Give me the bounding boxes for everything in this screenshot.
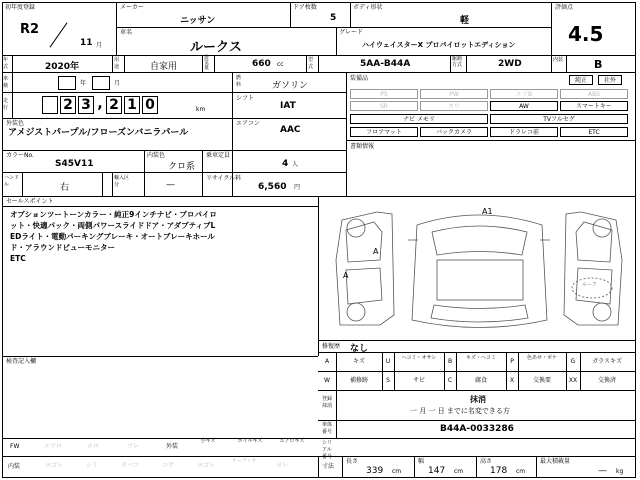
- shift-label: シフト: [236, 95, 255, 102]
- legend-desc: 交換済: [597, 377, 616, 384]
- equip-abs: ABS: [560, 89, 628, 99]
- import-value: —: [166, 180, 175, 190]
- inspection-year-unit: 年: [80, 80, 87, 87]
- equip-etc: ETC: [560, 127, 628, 137]
- sales-label: セールスポイント: [6, 198, 54, 205]
- damage-mark: A1: [482, 207, 493, 216]
- fuel-label: 燃料: [236, 75, 242, 88]
- legend-key: B: [447, 358, 453, 365]
- doors-value: 5: [330, 13, 337, 23]
- legend-key: S: [386, 377, 390, 384]
- chassis-value: B44A-0033286: [440, 424, 514, 434]
- model-label: 型式: [308, 57, 314, 70]
- legend-desc: サビ: [412, 377, 425, 384]
- fw-label: FW: [10, 443, 20, 450]
- interior-label: 内装: [553, 57, 564, 63]
- aircon-label: エアコン: [236, 120, 260, 127]
- inspection-month-box: [92, 76, 110, 90]
- handle-label: ハンドル: [4, 175, 20, 188]
- fw-ext-item: ホイルキズ: [237, 438, 263, 444]
- reg-month: 11: [80, 38, 93, 48]
- recycle-unit: 円: [294, 184, 301, 191]
- int-item: ヨゴレ: [44, 462, 63, 469]
- legend-key: G: [570, 358, 576, 365]
- drive-label: 駆動方式: [452, 56, 463, 68]
- legend-key: XX: [568, 377, 578, 384]
- equip-floormat: フロアマット: [350, 127, 418, 137]
- ext-color-label: 外装色: [6, 120, 25, 127]
- registration-label: 登録抹消: [322, 396, 333, 409]
- damage-mark: A: [343, 271, 349, 280]
- mileage-digit: 3: [78, 96, 94, 114]
- legend-key: W: [324, 377, 330, 384]
- legend-desc: キズ・ヘコミ: [466, 355, 496, 361]
- roof-label: ルーフ: [582, 282, 597, 288]
- sales-line: オプションツートーンカラー・純正9インチナビ・プロパイロ: [10, 210, 217, 219]
- year-label: 年式: [3, 57, 9, 70]
- chassis-label: 車体番号: [322, 422, 333, 435]
- recycle-value: 6,560: [258, 182, 287, 192]
- repair-label: 修復歴: [322, 343, 341, 350]
- recycle-label: リサイクル料: [206, 175, 242, 182]
- serial-label: シリアル番号: [322, 440, 333, 460]
- dims-label: 寸法: [322, 463, 335, 470]
- aftermarket-badge: 社外: [598, 75, 622, 85]
- color-no-label: カラーNo.: [6, 152, 34, 159]
- int-color-value: クロ系: [168, 162, 196, 172]
- int-item: タバコ: [121, 462, 139, 469]
- legend-desc: 交換要: [532, 377, 551, 384]
- load-unit: kg: [616, 468, 624, 475]
- equip-backcam: バックカメラ: [420, 127, 488, 137]
- fw-ext-item: エアロキズ: [279, 438, 305, 444]
- body-value: 軽: [460, 16, 470, 26]
- body-label: ボディ形状: [353, 4, 383, 11]
- mileage-digits: [42, 96, 192, 114]
- name-label: 車名: [120, 29, 133, 36]
- aircon-value: AAC: [280, 125, 301, 135]
- int-item: コゲ: [161, 462, 174, 469]
- length-unit: cm: [392, 468, 402, 475]
- int-row-label: 内装: [8, 463, 21, 470]
- sales-line: ETC: [10, 254, 26, 263]
- sales-text: [10, 209, 316, 264]
- int-item: ヨゴレ: [196, 462, 215, 469]
- damage-mark: A: [373, 247, 379, 256]
- mileage-digit: 2: [60, 96, 76, 114]
- mileage-digit: 0: [142, 96, 158, 114]
- mileage-unit: km: [196, 106, 206, 113]
- height-unit: cm: [516, 468, 526, 475]
- interior-value: B: [594, 58, 603, 71]
- legend-key: A: [324, 358, 330, 365]
- capacity-value: 4: [282, 159, 289, 169]
- legend-key: U: [385, 358, 391, 365]
- disp-label: 排気量: [204, 55, 210, 71]
- ext-color-value: アメジストパープル/フローズンバニラパール: [8, 128, 189, 138]
- inspection-year-box: [58, 76, 76, 90]
- year-value: 2020年: [45, 62, 80, 72]
- maker-label: メーカー: [120, 4, 144, 11]
- shift-value: IAT: [280, 101, 296, 111]
- mileage-digit: 2: [106, 96, 122, 114]
- car-name: ルークス: [190, 40, 242, 55]
- width-unit: cm: [454, 468, 464, 475]
- legend-desc: ガラスキズ: [592, 358, 622, 365]
- reg-label: 初年度登録: [5, 4, 36, 11]
- int-item: シミ: [85, 462, 98, 469]
- registration-status: 抹消: [470, 395, 486, 404]
- fw-item: エアロ: [43, 443, 62, 450]
- equip-tv: TVフルセグ: [490, 114, 628, 124]
- equip-ps: PS: [350, 89, 418, 99]
- grade-value: ハイウェイスターX プロパイロットエディション: [362, 41, 516, 49]
- equip-leather: カワ: [420, 101, 488, 111]
- mileage-digit: 1: [124, 96, 140, 114]
- length-label: 長さ: [346, 458, 359, 465]
- score-label: 評価点: [555, 4, 574, 11]
- equip-dashcam: ドラレコ前: [490, 127, 558, 137]
- load-label: 最大積載量: [540, 458, 571, 465]
- sales-line: ット・快適パック・両側パワースライドドア・アダプティブL: [10, 221, 216, 230]
- reg-month-unit: 月: [96, 42, 103, 49]
- model-value: 5AA-B44A: [360, 59, 411, 69]
- import-label: 輸入区分: [114, 175, 130, 188]
- legend-key: X: [509, 377, 515, 384]
- fuel-value: ガソリン: [272, 81, 309, 91]
- inspection-month-unit: 月: [114, 80, 121, 87]
- mileage-comma: ,: [97, 96, 103, 112]
- legend-desc: 補修跡: [349, 377, 368, 384]
- equipment-label: 装備品: [350, 75, 369, 82]
- int-item: オーディオ: [231, 458, 257, 464]
- notes-label: 書類情報: [350, 143, 375, 150]
- int-item: ヨレ: [275, 462, 288, 469]
- height-value: 178: [490, 466, 508, 476]
- fw-exterior-label: 外装: [166, 443, 179, 450]
- legend-desc: キズ: [353, 358, 365, 365]
- equip-sr: SR: [350, 101, 418, 111]
- reg-era: R2: [20, 22, 40, 37]
- handle-value: 右: [60, 183, 70, 193]
- use-label: 用途: [114, 57, 120, 70]
- legend-desc: 色あせ・ボケ: [526, 355, 557, 361]
- fw-item: ホロ: [86, 443, 99, 450]
- doors-label: ドア枚数: [293, 4, 317, 11]
- capacity-unit: 人: [292, 161, 299, 168]
- load-value: —: [598, 466, 607, 476]
- drive-value: 2WD: [498, 59, 522, 69]
- capacity-label: 乗車定員: [206, 152, 231, 159]
- fw-ext-item: 小キズ: [200, 438, 216, 444]
- legend-key: C: [447, 377, 453, 384]
- sales-line: ド・アラウンドビューモニター: [10, 243, 115, 252]
- sales-line: EDライト・電動パーキングブレーキ・オートブレーキホール: [10, 232, 215, 241]
- grade-label: グレード: [339, 29, 364, 36]
- genuine-badge: 純正: [569, 75, 593, 85]
- disp-unit: cc: [277, 61, 284, 68]
- inspector-label: 検査記入欄: [6, 358, 37, 365]
- mileage-label: 走行: [3, 98, 9, 111]
- equip-pw: PW: [420, 89, 488, 99]
- int-color-label: 内装色: [147, 152, 166, 159]
- inspection-label: 車検: [3, 76, 9, 89]
- repair-value: なし: [350, 344, 369, 354]
- fw-item: ツレ: [126, 443, 139, 450]
- length-value: 339: [366, 466, 384, 476]
- registration-deadline: 一 月 一 日 までに名変できる方: [410, 407, 510, 415]
- legend-desc: ヘコミ・オサレ: [401, 355, 437, 361]
- width-value: 147: [428, 466, 446, 476]
- height-label: 高さ: [480, 458, 493, 465]
- car-damage-diagram: [322, 200, 636, 340]
- score-value: 4.5: [568, 22, 604, 46]
- equip-airbag: エアB: [490, 89, 558, 99]
- equip-navi: ナビ メモリ: [350, 114, 488, 124]
- maker-value: ニッサン: [180, 16, 216, 26]
- mileage-digit: [42, 96, 58, 114]
- width-label: 幅: [418, 458, 425, 465]
- equip-aw: AW: [490, 101, 558, 111]
- legend-key: P: [510, 358, 514, 365]
- legend-desc: 腐食: [474, 377, 487, 384]
- color-no-value: S45V11: [55, 159, 94, 169]
- use-value: 自家用: [150, 62, 178, 72]
- disp-value: 660: [252, 59, 271, 69]
- equip-smartkey: スマートキー: [560, 101, 628, 111]
